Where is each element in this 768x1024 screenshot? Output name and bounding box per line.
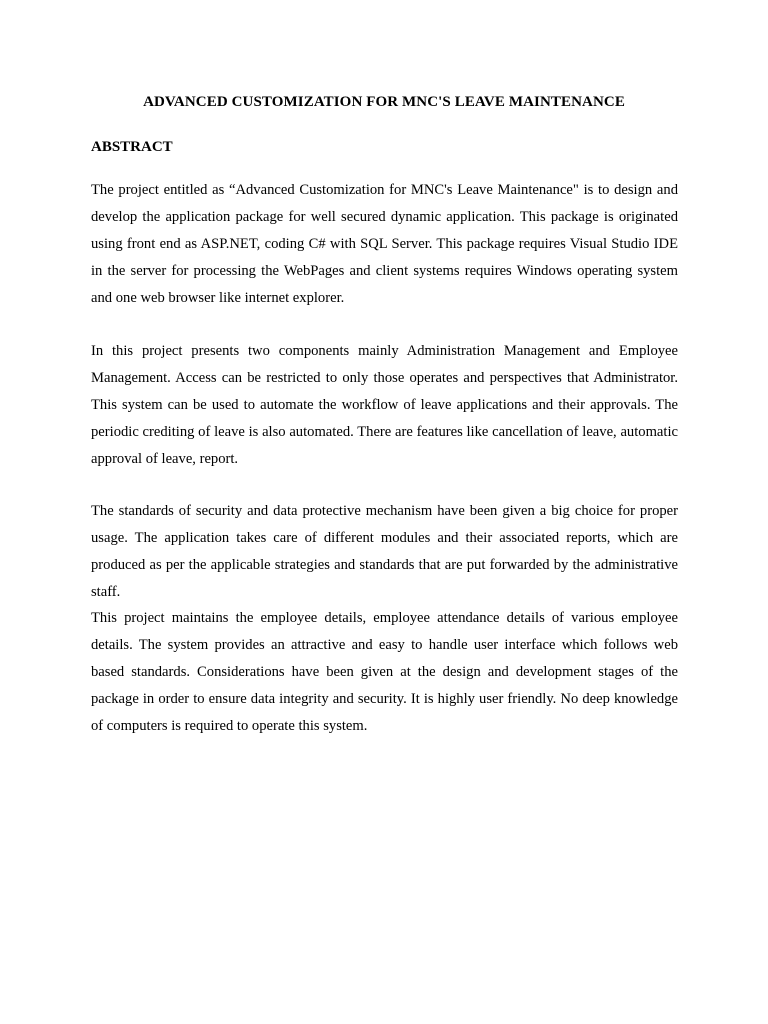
abstract-paragraph-4: This project maintains the employee details, employee attendance details of various employee details. The system provides an attractive and easy to handle user interface which follows web based standards. Considerations have been given at the design and development stages of the package in order to ensure data integrity and security. It is highly user friendly. No deep knowledge of computers is required to operate this system. bbox=[91, 610, 678, 734]
abstract-paragraph-3: The standards of security and data protective mechanism have been given a big choice for proper usage. The application takes care of different modules and their associated reports, which are produced as per the applicable strategies and standards that are put forwarded by the administrative staff. bbox=[91, 503, 678, 600]
section-heading-abstract: ABSTRACT bbox=[91, 139, 173, 155]
document-title: ADVANCED CUSTOMIZATION FOR MNC'S LEAVE MAINTENANCE bbox=[143, 94, 625, 110]
abstract-paragraph-2: In this project presents two components mainly Administration Management and Employee Management. Access can be restricted to only those operates and perspectives that Administrator. This system can be used to automate the workflow of leave applications and their approvals. The periodic crediting of leave is also automated. There are features like cancellation of leave, automatic approval of leave, report. bbox=[91, 343, 678, 467]
abstract-paragraph-1: The project entitled as “Advanced Customization for MNC's Leave Maintenance" is to design and develop the application package for well secured dynamic application. This package is originated using front end as ASP.NET, coding C# with SQL Server. This package requires Visual Studio IDE in the server for processing the WebPages and client systems requires Windows operating system and one web browser like internet explorer. bbox=[91, 182, 678, 306]
